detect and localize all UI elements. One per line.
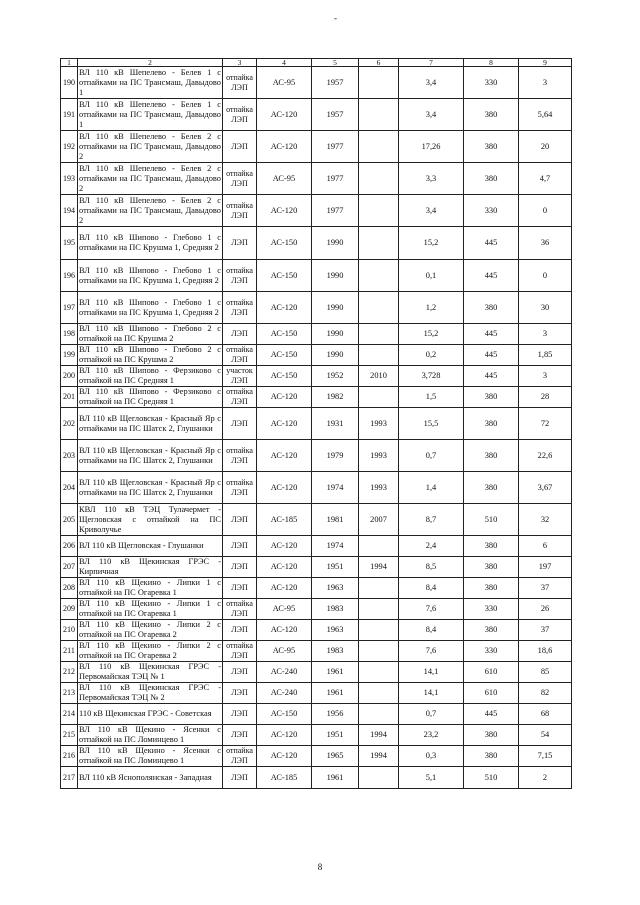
line-name-cell: ВЛ 110 кВ Щегловская - Глушанки: [78, 536, 223, 557]
line-name-cell: ВЛ 110 кВ Щекинская ГРЭС - Кирпичная: [79, 557, 221, 576]
value-cell: 2: [519, 767, 572, 789]
reconstruction-year-cell: [359, 387, 399, 408]
commission-year-cell: 1974: [312, 472, 359, 504]
length-cell: 15,5: [399, 408, 464, 440]
row-number-cell: 205: [61, 504, 78, 536]
table-row: [61, 620, 572, 641]
line-name-cell: ВЛ 110 кВ Шипово - Глебово 1 с отпайками на ПС Крушма 1, Средняя 2: [78, 292, 223, 324]
value-cell: 26: [519, 599, 572, 620]
reconstruction-year-cell: [359, 536, 399, 557]
table-row: [61, 163, 572, 195]
commission-year-cell: 1956: [312, 704, 359, 725]
commission-year-cell: 1952: [312, 366, 359, 387]
commission-year-cell: 1983: [312, 599, 359, 620]
table-row: [61, 599, 572, 620]
line-type-cell: ЛЭП: [223, 557, 257, 578]
row-number-cell: 203: [61, 440, 78, 472]
wire-brand-cell: АС-120: [257, 746, 312, 767]
reconstruction-year-cell: [359, 195, 399, 227]
wire-brand-cell: АС-150: [257, 324, 312, 345]
length-cell: 1,2: [399, 292, 464, 324]
reconstruction-year-cell: 2007: [359, 504, 399, 536]
row-number-cell: 207: [61, 557, 78, 578]
row-number-cell: 208: [61, 578, 78, 599]
commission-year-cell: 1977: [312, 163, 359, 195]
commission-year-cell: 1957: [312, 99, 359, 131]
length-cell: 0,2: [399, 345, 464, 366]
value-cell: 5,64: [519, 99, 572, 131]
length-cell: 2,4: [399, 536, 464, 557]
table-row: [61, 292, 572, 324]
current-cell: 610: [464, 683, 519, 704]
power-lines-table: [60, 58, 572, 789]
value-cell: 28: [519, 387, 572, 408]
length-cell: 5,1: [399, 767, 464, 789]
value-cell: 30: [519, 292, 572, 324]
line-name-cell: ВЛ 110 кВ Шепелево - Белев 1 с отпайками на ПС Трансмаш, Давыдово 1: [79, 99, 221, 129]
length-cell: 3,728: [399, 366, 464, 387]
wire-brand-cell: АС-150: [257, 227, 312, 260]
table-row: [61, 746, 572, 767]
length-cell: 23,2: [399, 725, 464, 746]
row-number-cell: 209: [61, 599, 78, 620]
row-number-cell: 201: [61, 387, 78, 408]
length-cell: 3,4: [399, 99, 464, 131]
line-name-cell: ВЛ 110 кВ Щегловская - Красный Яр с отпайками на ПС Шатск 2, Глушанки: [78, 440, 223, 472]
value-cell: 197: [519, 557, 572, 578]
row-number-cell: 210: [61, 620, 78, 641]
line-type-cell: отпайка ЛЭП: [223, 641, 257, 662]
commission-year-cell: 1982: [312, 387, 359, 408]
wire-brand-cell: АС-150: [257, 704, 312, 725]
table-row: [61, 557, 572, 578]
current-cell: 330: [464, 67, 519, 99]
commission-year-cell: 1963: [312, 578, 359, 599]
length-cell: 8,4: [399, 578, 464, 599]
reconstruction-year-cell: [359, 345, 399, 366]
value-cell: 3: [519, 366, 572, 387]
header-cell: 2: [78, 59, 223, 67]
commission-year-cell: 1983: [312, 641, 359, 662]
value-cell: 37: [519, 620, 572, 641]
length-cell: 3,4: [399, 67, 464, 99]
line-name-cell: ВЛ 110 кВ Шепелево - Белев 2 с отпайками на ПС Трансмаш, Давыдово 2: [79, 195, 221, 225]
current-cell: 445: [464, 345, 519, 366]
header-cell: 3: [223, 59, 257, 67]
line-name-cell: ВЛ 110 кВ Щекино - Ясенки с отпайкой на ПС Ломинцево 1: [79, 746, 221, 765]
table-row: [61, 536, 572, 557]
current-cell: 610: [464, 662, 519, 683]
reconstruction-year-cell: [359, 662, 399, 683]
line-name-cell: ВЛ 110 кВ Шипово - Глебово 1 с отпайками на ПС Крушма 1, Средняя 2: [78, 227, 223, 260]
line-type-cell: ЛЭП: [223, 131, 257, 163]
length-cell: 1,4: [399, 472, 464, 504]
commission-year-cell: 1979: [312, 440, 359, 472]
current-cell: 380: [464, 131, 519, 163]
reconstruction-year-cell: [359, 292, 399, 324]
line-name-cell: ВЛ 110 кВ Щегловская - Красный Яр с отпайками на ПС Шатск 2, Глушанки: [78, 408, 223, 440]
commission-year-cell: 1990: [312, 292, 359, 324]
table-row: [61, 504, 572, 536]
line-type-cell: ЛЭП: [223, 536, 257, 557]
wire-brand-cell: АС-120: [257, 131, 312, 163]
line-type-cell: ЛЭП: [223, 662, 257, 683]
current-cell: 445: [464, 260, 519, 292]
line-type-cell: ЛЭП: [223, 578, 257, 599]
table-row: [61, 195, 572, 227]
page-number: 8: [317, 862, 323, 872]
length-cell: 8,5: [399, 557, 464, 578]
line-type-cell: участок ЛЭП: [223, 366, 257, 387]
length-cell: 0,7: [399, 440, 464, 472]
row-number-cell: 204: [61, 472, 78, 504]
header-cell: 6: [359, 59, 399, 67]
reconstruction-year-cell: 1994: [359, 725, 399, 746]
header-cell: 1: [61, 59, 78, 67]
length-cell: 14,1: [399, 683, 464, 704]
reconstruction-year-cell: 1993: [359, 440, 399, 472]
commission-year-cell: 1961: [312, 683, 359, 704]
wire-brand-cell: АС-120: [257, 536, 312, 557]
row-number-cell: 214: [61, 704, 78, 725]
commission-year-cell: 1963: [312, 620, 359, 641]
reconstruction-year-cell: [359, 324, 399, 345]
commission-year-cell: 1951: [312, 725, 359, 746]
wire-brand-cell: АС-120: [257, 387, 312, 408]
length-cell: 14,1: [399, 662, 464, 683]
wire-brand-cell: АС-120: [257, 292, 312, 324]
commission-year-cell: 1961: [312, 767, 359, 789]
commission-year-cell: 1990: [312, 227, 359, 260]
value-cell: 1,85: [519, 345, 572, 366]
value-cell: 4,7: [519, 163, 572, 195]
value-cell: 0: [519, 260, 572, 292]
table-row: [61, 662, 572, 683]
line-type-cell: отпайка ЛЭП: [223, 472, 257, 504]
row-number-cell: 198: [61, 324, 78, 345]
length-cell: 8,4: [399, 620, 464, 641]
wire-brand-cell: АС-120: [257, 408, 312, 440]
wire-brand-cell: АС-185: [257, 504, 312, 536]
table-row: [61, 260, 572, 292]
reconstruction-year-cell: [359, 227, 399, 260]
wire-brand-cell: АС-120: [257, 620, 312, 641]
row-number-cell: 192: [61, 131, 78, 163]
wire-brand-cell: АС-240: [257, 662, 312, 683]
table-row: [61, 131, 572, 163]
commission-year-cell: 1990: [312, 345, 359, 366]
reconstruction-year-cell: [359, 67, 399, 99]
commission-year-cell: 1977: [312, 131, 359, 163]
row-number-cell: 215: [61, 725, 78, 746]
current-cell: 445: [464, 366, 519, 387]
current-cell: 380: [464, 387, 519, 408]
header-cell: 5: [312, 59, 359, 67]
value-cell: 18,6: [519, 641, 572, 662]
length-cell: 0,3: [399, 746, 464, 767]
row-number-cell: 213: [61, 683, 78, 704]
line-type-cell: отпайка ЛЭП: [223, 195, 257, 227]
line-name-cell: ВЛ 110 кВ Шипово - Глебово 2 с отпайкой на ПС Крушма 2: [79, 345, 221, 364]
table-header-row: [61, 59, 572, 67]
current-cell: 380: [464, 578, 519, 599]
line-type-cell: отпайка ЛЭП: [223, 345, 257, 366]
line-type-cell: отпайка ЛЭП: [223, 99, 257, 131]
wire-brand-cell: АС-240: [257, 683, 312, 704]
length-cell: 15,2: [399, 324, 464, 345]
current-cell: 380: [464, 536, 519, 557]
length-cell: 17,26: [399, 131, 464, 163]
commission-year-cell: 1990: [312, 260, 359, 292]
length-cell: 0,7: [399, 704, 464, 725]
current-cell: 380: [464, 408, 519, 440]
line-name-cell: ВЛ 110 кВ Щекино - Липки 1 с отпайкой на ПС Огаревка 1: [79, 599, 221, 618]
row-number-cell: 200: [61, 366, 78, 387]
row-number-cell: 211: [61, 641, 78, 662]
wire-brand-cell: АС-95: [257, 163, 312, 195]
table-row: [61, 387, 572, 408]
current-cell: 380: [464, 620, 519, 641]
line-name-cell: 110 кВ Щекинская ГРЭС - Советская: [78, 704, 223, 725]
commission-year-cell: 1990: [312, 324, 359, 345]
wire-brand-cell: АС-150: [257, 345, 312, 366]
reconstruction-year-cell: 1994: [359, 557, 399, 578]
commission-year-cell: 1951: [312, 557, 359, 578]
reconstruction-year-cell: [359, 767, 399, 789]
line-name-cell: ВЛ 110 кВ Шипово - Глебово 1 с отпайками на ПС Крушма 1, Средняя 2: [78, 260, 223, 292]
line-type-cell: ЛЭП: [223, 704, 257, 725]
table-row: [61, 227, 572, 260]
table-row: [61, 683, 572, 704]
reconstruction-year-cell: 2010: [359, 366, 399, 387]
header-cell: 9: [519, 59, 572, 67]
commission-year-cell: 1981: [312, 504, 359, 536]
wire-brand-cell: АС-120: [257, 557, 312, 578]
reconstruction-year-cell: [359, 578, 399, 599]
length-cell: 7,6: [399, 641, 464, 662]
wire-brand-cell: АС-185: [257, 767, 312, 789]
value-cell: 36: [519, 227, 572, 260]
line-type-cell: ЛЭП: [223, 504, 257, 536]
line-name-cell: ВЛ 110 кВ Шепелево - Белев 1 с отпайками на ПС Трансмаш, Давыдово 1: [79, 67, 221, 97]
current-cell: 380: [464, 725, 519, 746]
row-number-cell: 217: [61, 767, 78, 789]
length-cell: 3,4: [399, 195, 464, 227]
row-number-cell: 212: [61, 662, 78, 683]
reconstruction-year-cell: [359, 704, 399, 725]
table-row: [61, 578, 572, 599]
current-cell: 380: [464, 99, 519, 131]
line-name-cell: ВЛ 110 кВ Щегловская - Красный Яр с отпайками на ПС Шатск 2, Глушанки: [78, 472, 223, 504]
line-name-cell: ВЛ 110 кВ Щекинская ГРЭС - Первомайская ТЭЦ № 1: [79, 662, 221, 681]
row-number-cell: 194: [61, 195, 78, 227]
value-cell: 72: [519, 408, 572, 440]
current-cell: 445: [464, 324, 519, 345]
page-mark: -: [334, 13, 337, 23]
value-cell: 3: [519, 324, 572, 345]
value-cell: 32: [519, 504, 572, 536]
table-row: [61, 408, 572, 440]
line-type-cell: отпайка ЛЭП: [223, 746, 257, 767]
length-cell: 1,5: [399, 387, 464, 408]
line-name-cell: ВЛ 110 кВ Шепелево - Белев 2 с отпайками на ПС Трансмаш, Давыдово 2: [79, 163, 221, 193]
reconstruction-year-cell: [359, 620, 399, 641]
row-number-cell: 206: [61, 536, 78, 557]
row-number-cell: 190: [61, 67, 78, 99]
reconstruction-year-cell: [359, 131, 399, 163]
value-cell: 3,67: [519, 472, 572, 504]
row-number-cell: 191: [61, 99, 78, 131]
table-row: [61, 641, 572, 662]
wire-brand-cell: АС-150: [257, 260, 312, 292]
line-name-cell: ВЛ 110 кВ Щекино - Ясенки с отпайкой на ПС Ломинцево 1: [79, 725, 221, 744]
current-cell: 380: [464, 440, 519, 472]
row-number-cell: 199: [61, 345, 78, 366]
length-cell: 0,1: [399, 260, 464, 292]
current-cell: 330: [464, 641, 519, 662]
wire-brand-cell: АС-95: [257, 67, 312, 99]
line-type-cell: ЛЭП: [223, 767, 257, 789]
reconstruction-year-cell: [359, 99, 399, 131]
wire-brand-cell: АС-150: [257, 366, 312, 387]
line-name-cell: ВЛ 110 кВ Шепелево - Белев 2 с отпайками на ПС Трансмаш, Давыдово 2: [79, 131, 221, 161]
line-name-cell: ВЛ 110 кВ Щекино - Липки 1 с отпайкой на ПС Огаревка 1: [79, 578, 221, 597]
line-type-cell: ЛЭП: [223, 227, 257, 260]
line-name-cell: ВЛ 110 кВ Шипово - Глебово 2 с отпайкой на ПС Крушма 2: [79, 324, 221, 343]
row-number-cell: 216: [61, 746, 78, 767]
line-type-cell: отпайка ЛЭП: [223, 440, 257, 472]
current-cell: 380: [464, 163, 519, 195]
value-cell: 6: [519, 536, 572, 557]
reconstruction-year-cell: [359, 641, 399, 662]
wire-brand-cell: АС-95: [257, 599, 312, 620]
wire-brand-cell: АС-120: [257, 472, 312, 504]
commission-year-cell: 1977: [312, 195, 359, 227]
reconstruction-year-cell: [359, 163, 399, 195]
value-cell: 7,15: [519, 746, 572, 767]
table-row: [61, 324, 572, 345]
line-type-cell: ЛЭП: [223, 408, 257, 440]
table-row: [61, 767, 572, 789]
table-row: [61, 99, 572, 131]
row-number-cell: 197: [61, 292, 78, 324]
value-cell: 3: [519, 67, 572, 99]
line-name-cell: ВЛ 110 кВ Щекино - Липки 2 с отпайкой на ПС Огаревка 2: [79, 641, 221, 660]
current-cell: 510: [464, 767, 519, 789]
line-type-cell: отпайка ЛЭП: [223, 260, 257, 292]
value-cell: 54: [519, 725, 572, 746]
length-cell: 7,6: [399, 599, 464, 620]
length-cell: 8,7: [399, 504, 464, 536]
current-cell: 330: [464, 599, 519, 620]
reconstruction-year-cell: [359, 683, 399, 704]
line-name-cell: ВЛ 110 кВ Шипово - Ферзиково с отпайкой на ПС Средняя 1: [79, 366, 221, 385]
wire-brand-cell: АС-120: [257, 195, 312, 227]
commission-year-cell: 1961: [312, 662, 359, 683]
current-cell: 380: [464, 472, 519, 504]
wire-brand-cell: АС-95: [257, 641, 312, 662]
line-type-cell: ЛЭП: [223, 620, 257, 641]
current-cell: 380: [464, 557, 519, 578]
current-cell: 510: [464, 504, 519, 536]
line-type-cell: отпайка ЛЭП: [223, 292, 257, 324]
table-row: [61, 345, 572, 366]
table-row: [61, 67, 572, 99]
table-row: [61, 440, 572, 472]
wire-brand-cell: АС-120: [257, 99, 312, 131]
line-type-cell: отпайка ЛЭП: [223, 387, 257, 408]
row-number-cell: 193: [61, 163, 78, 195]
line-type-cell: ЛЭП: [223, 324, 257, 345]
value-cell: 85: [519, 662, 572, 683]
reconstruction-year-cell: 1993: [359, 472, 399, 504]
table-row: [61, 725, 572, 746]
value-cell: 82: [519, 683, 572, 704]
line-type-cell: ЛЭП: [223, 683, 257, 704]
reconstruction-year-cell: [359, 260, 399, 292]
table-row: [61, 366, 572, 387]
value-cell: 0: [519, 195, 572, 227]
length-cell: 15,2: [399, 227, 464, 260]
value-cell: 68: [519, 704, 572, 725]
row-number-cell: 202: [61, 408, 78, 440]
row-number-cell: 196: [61, 260, 78, 292]
value-cell: 37: [519, 578, 572, 599]
line-name-cell: ВЛ 110 кВ Шипово - Ферзиково с отпайкой на ПС Средняя 1: [79, 387, 221, 406]
length-cell: 3,3: [399, 163, 464, 195]
header-cell: 7: [399, 59, 464, 67]
line-type-cell: ЛЭП: [223, 725, 257, 746]
line-name-cell: ВЛ 110 кВ Яснополянская - Западная: [78, 767, 223, 789]
current-cell: 330: [464, 195, 519, 227]
value-cell: 20: [519, 131, 572, 163]
wire-brand-cell: АС-120: [257, 725, 312, 746]
line-type-cell: отпайка ЛЭП: [223, 67, 257, 99]
header-cell: 8: [464, 59, 519, 67]
commission-year-cell: 1965: [312, 746, 359, 767]
reconstruction-year-cell: 1994: [359, 746, 399, 767]
current-cell: 380: [464, 292, 519, 324]
current-cell: 445: [464, 227, 519, 260]
line-name-cell: ВЛ 110 кВ Щекино - Липки 2 с отпайкой на ПС Огаревка 2: [79, 620, 221, 639]
commission-year-cell: 1957: [312, 67, 359, 99]
wire-brand-cell: АС-120: [257, 440, 312, 472]
line-type-cell: отпайка ЛЭП: [223, 599, 257, 620]
value-cell: 22,6: [519, 440, 572, 472]
commission-year-cell: 1931: [312, 408, 359, 440]
header-cell: 4: [257, 59, 312, 67]
reconstruction-year-cell: [359, 599, 399, 620]
line-name-cell: ВЛ 110 кВ Щекинская ГРЭС - Первомайская ТЭЦ № 2: [79, 683, 221, 702]
reconstruction-year-cell: 1993: [359, 408, 399, 440]
commission-year-cell: 1974: [312, 536, 359, 557]
line-name-cell: КВЛ 110 кВ ТЭЦ Тулачермет - Щегловская с отпайкой на ПС Криволучье: [79, 504, 221, 534]
wire-brand-cell: АС-120: [257, 578, 312, 599]
table-row: [61, 704, 572, 725]
current-cell: 380: [464, 746, 519, 767]
current-cell: 445: [464, 704, 519, 725]
line-type-cell: отпайка ЛЭП: [223, 163, 257, 195]
table-row: [61, 472, 572, 504]
row-number-cell: 195: [61, 227, 78, 260]
